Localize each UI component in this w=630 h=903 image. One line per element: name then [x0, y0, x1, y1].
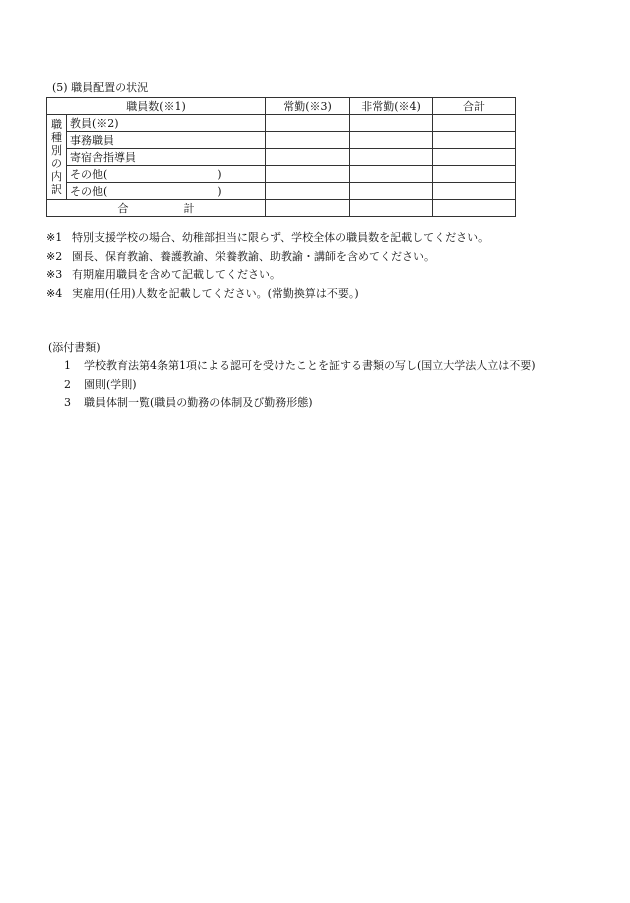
- note-text: 実雇用(任用)人数を記載してください。(常勤換算は不要。): [72, 286, 359, 300]
- cell-other1-full-time[interactable]: [266, 166, 350, 183]
- notes-list: [46, 229, 489, 303]
- item-text: 職員体制一覧(職員の勤務の体制及び勤務形態): [84, 396, 313, 409]
- cell-dormitory-part-time[interactable]: [350, 149, 433, 166]
- table-row: [47, 115, 516, 132]
- note-item: [46, 285, 489, 304]
- cell-grand-total[interactable]: [433, 200, 516, 217]
- header-staff-count: 職員数(※1): [47, 98, 266, 115]
- attachments-list: [64, 357, 536, 413]
- note-item: [46, 248, 489, 267]
- staff-allocation-table: [46, 97, 516, 217]
- item-number: 3: [64, 396, 71, 409]
- row-label-teachers: 教員(※2): [67, 115, 266, 132]
- table-row: [47, 149, 516, 166]
- cell-office-total[interactable]: [433, 132, 516, 149]
- item-text: 学校教育法第4条第1項による認可を受けたことを証する書類の写し(国立大学法人立は不要): [84, 359, 536, 372]
- header-total: 合計: [433, 98, 516, 115]
- cell-other1-total[interactable]: [433, 166, 516, 183]
- cell-other2-full-time[interactable]: [266, 183, 350, 200]
- list-item: [64, 357, 536, 376]
- table-row: [47, 183, 516, 200]
- header-full-time: 常勤(※3): [266, 98, 350, 115]
- total-label: 合 計: [47, 200, 266, 217]
- cell-office-part-time[interactable]: [350, 132, 433, 149]
- note-text: 園長、保育教諭、養護教諭、栄養教諭、助教諭・講師を含めてください。: [72, 249, 435, 263]
- cell-total-full-time[interactable]: [266, 200, 350, 217]
- note-mark: ※3: [46, 268, 63, 281]
- cell-other2-total[interactable]: [433, 183, 516, 200]
- attachments-title: (添付書類): [48, 341, 101, 354]
- job-type-breakdown-label: 職 種 別 の 内 訳: [47, 115, 67, 200]
- cell-other1-part-time[interactable]: [350, 166, 433, 183]
- cell-total-part-time[interactable]: [350, 200, 433, 217]
- row-label-other-2: その他( ): [67, 183, 266, 200]
- note-item: [46, 266, 489, 285]
- cell-teachers-full-time[interactable]: [266, 115, 350, 132]
- row-label-dormitory-instructors: 寄宿舎指導員: [67, 149, 266, 166]
- list-item: [64, 376, 536, 395]
- row-label-other-1: その他( ): [67, 166, 266, 183]
- header-part-time: 非常勤(※4): [350, 98, 433, 115]
- note-mark: ※2: [46, 249, 63, 263]
- section-title: (5) 職員配置の状況: [52, 81, 149, 94]
- note-text: 特別支援学校の場合、幼稚部担当に限らず、学校全体の職員数を記載してください。: [72, 231, 490, 244]
- cell-dormitory-total[interactable]: [433, 149, 516, 166]
- table-total-row: [47, 200, 516, 217]
- cell-dormitory-full-time[interactable]: [266, 149, 350, 166]
- item-number: 2: [64, 377, 71, 391]
- cell-other2-part-time[interactable]: [350, 183, 433, 200]
- cell-teachers-total[interactable]: [433, 115, 516, 132]
- table-row: [47, 166, 516, 183]
- note-text: 有期雇用職員を含めて記載してください。: [72, 268, 281, 281]
- item-text: 園則(学則): [84, 377, 137, 391]
- table-row: [47, 132, 516, 149]
- row-label-office-staff: 事務職員: [67, 132, 266, 149]
- item-number: 1: [64, 359, 71, 372]
- cell-office-full-time[interactable]: [266, 132, 350, 149]
- note-mark: ※1: [46, 231, 63, 244]
- note-mark: ※4: [46, 286, 63, 300]
- note-item: [46, 229, 489, 248]
- cell-teachers-part-time[interactable]: [350, 115, 433, 132]
- list-item: [64, 394, 536, 413]
- table-header-row: [47, 98, 516, 115]
